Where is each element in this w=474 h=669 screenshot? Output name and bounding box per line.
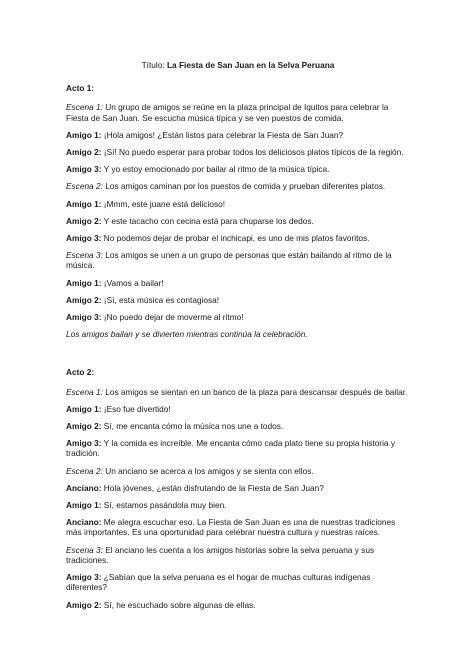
line-text: Y este tacacho con cecina está para chuparse los dedos. <box>101 215 314 226</box>
dialogue-line <box>66 295 410 305</box>
line-text: Los amigos se unen a un grupo de personas que están bailando al ritmo de la música. <box>66 250 392 271</box>
line-text: Me alegra escuchar eso. La Fiesta de San Juan es una de nuestras tradiciones más importantes. Es una oportunidad para celebrar nuestra cultura y nuestras raíces. <box>66 517 396 538</box>
line-text: Y yo estoy emocionado por bailar al ritmo de la música típica. <box>101 164 330 175</box>
line-text: No podemos dejar de probar el inchicapi, es uno de mis platos favoritos. <box>101 233 370 244</box>
dialogue-line <box>66 517 410 537</box>
line-text: ¡Sí, esta música es contagiosa! <box>101 294 220 305</box>
title-prefix: Título: <box>141 60 167 70</box>
dialogue-line <box>66 278 410 288</box>
line-text: Hola jóvenes, ¿están disfrutando de la Fiesta de San Juan? <box>101 482 324 493</box>
line-text: Sí, estamos pasándola muy bien. <box>101 500 227 511</box>
speaker-label: Amigo 3: <box>66 312 102 323</box>
line-text: Un anciano se acerca a los amigos y se sienta con ellos. <box>102 465 314 476</box>
scene-label: Escena 2: <box>66 181 103 192</box>
scene-label: Escena 2: <box>66 465 103 476</box>
line-text: ¡Hola amigos! ¿Están listos para celebrar la Fiesta de San Juan? <box>101 129 344 140</box>
speaker-label: Amigo 3: <box>66 572 102 583</box>
scene-label: Escena 3: <box>66 250 103 261</box>
speaker-label: Amigo 1: <box>66 277 102 288</box>
scene-label: Escena 1: <box>66 386 103 397</box>
speaker-label: Amigo 2: <box>66 421 102 432</box>
dialogue-line <box>66 545 410 565</box>
speaker-label: Anciano: <box>66 517 102 528</box>
line-text: ¡Mmm, este juane está delicioso! <box>101 198 226 209</box>
act-1-heading: Acto 1: <box>66 83 95 94</box>
line-text: Sí, me encanta cómo la música nos une a todos. <box>101 421 284 432</box>
line-text: Y la comida es increíble. Me encanta cómo cada plato tiene su propia historia y tradición. <box>66 438 395 459</box>
act-2-lines <box>66 387 410 610</box>
speaker-label: Amigo 2: <box>66 294 102 305</box>
title-text: La Fiesta de San Juan en la Selva Peruana <box>166 60 335 70</box>
dialogue-line <box>66 438 410 458</box>
speaker-label: Amigo 1: <box>66 500 102 511</box>
speaker-label: Amigo 3: <box>66 233 102 244</box>
speaker-label: Anciano: <box>66 482 102 493</box>
document-title <box>66 60 410 70</box>
line-text: Los amigos caminan por los puestos de comida y prueban diferentes platos. <box>102 181 386 192</box>
section-gap <box>66 346 410 367</box>
dialogue-line <box>66 102 410 122</box>
dialogue-line <box>66 216 410 226</box>
act-2-heading: Acto 2: <box>66 367 95 378</box>
line-text: ¡Sí! No puedo esperar para probar todos los deliciosos platos típicos de la región. <box>101 147 404 158</box>
line-text: ¡Eso fue divertido! <box>101 403 171 414</box>
speaker-label: Amigo 1: <box>66 403 102 414</box>
line-text: Un grupo de amigos se reúne en la plaza principal de Iquitos para celebrar la Fiesta de San Juan. Se escucha música típica y se ven puestos de comida. <box>66 102 389 123</box>
line-text: Los amigos se sientan en un banco de la plaza para descansar después de bailar. <box>102 386 408 397</box>
dialogue-line <box>66 164 410 174</box>
dialogue-line <box>66 181 410 191</box>
dialogue-line <box>66 233 410 243</box>
speaker-label: Amigo 1: <box>66 198 102 209</box>
dialogue-line <box>66 147 410 157</box>
act-1-lines <box>66 102 410 322</box>
scene-label: Escena 1: <box>66 102 103 113</box>
dialogue-line <box>66 421 410 431</box>
act-1-closing: Los amigos bailan y se divierten mientras continúa la celebración. <box>66 329 308 340</box>
speaker-label: Amigo 1: <box>66 129 102 140</box>
speaker-label: Amigo 2: <box>66 147 102 158</box>
line-text: ¡No puedo dejar de moverme al ritmo! <box>101 312 244 323</box>
speaker-label: Amigo 3: <box>66 164 102 175</box>
dialogue-line <box>66 600 410 610</box>
dialogue-line <box>66 250 410 270</box>
dialogue-line <box>66 130 410 140</box>
speaker-label: Amigo 3: <box>66 438 102 449</box>
dialogue-line <box>66 387 410 397</box>
dialogue-line <box>66 404 410 414</box>
line-text: El anciano les cuenta a los amigos historias sobre la selva peruana y sus tradiciones. <box>66 544 375 565</box>
line-text: ¿Sabían que la selva peruana es el hogar de muchas culturas indígenas diferentes? <box>66 572 371 593</box>
dialogue-line <box>66 199 410 209</box>
speaker-label: Amigo 2: <box>66 215 102 226</box>
line-text: ¡Vamos a bailar! <box>101 277 164 288</box>
line-text: Sí, he escuchado sobre algunas de ellas. <box>101 599 256 610</box>
speaker-label: Amigo 2: <box>66 599 102 610</box>
scene-label: Escena 3: <box>66 544 103 555</box>
dialogue-line <box>66 572 410 592</box>
dialogue-line <box>66 466 410 476</box>
dialogue-line <box>66 500 410 510</box>
dialogue-line <box>66 312 410 322</box>
dialogue-line <box>66 483 410 493</box>
